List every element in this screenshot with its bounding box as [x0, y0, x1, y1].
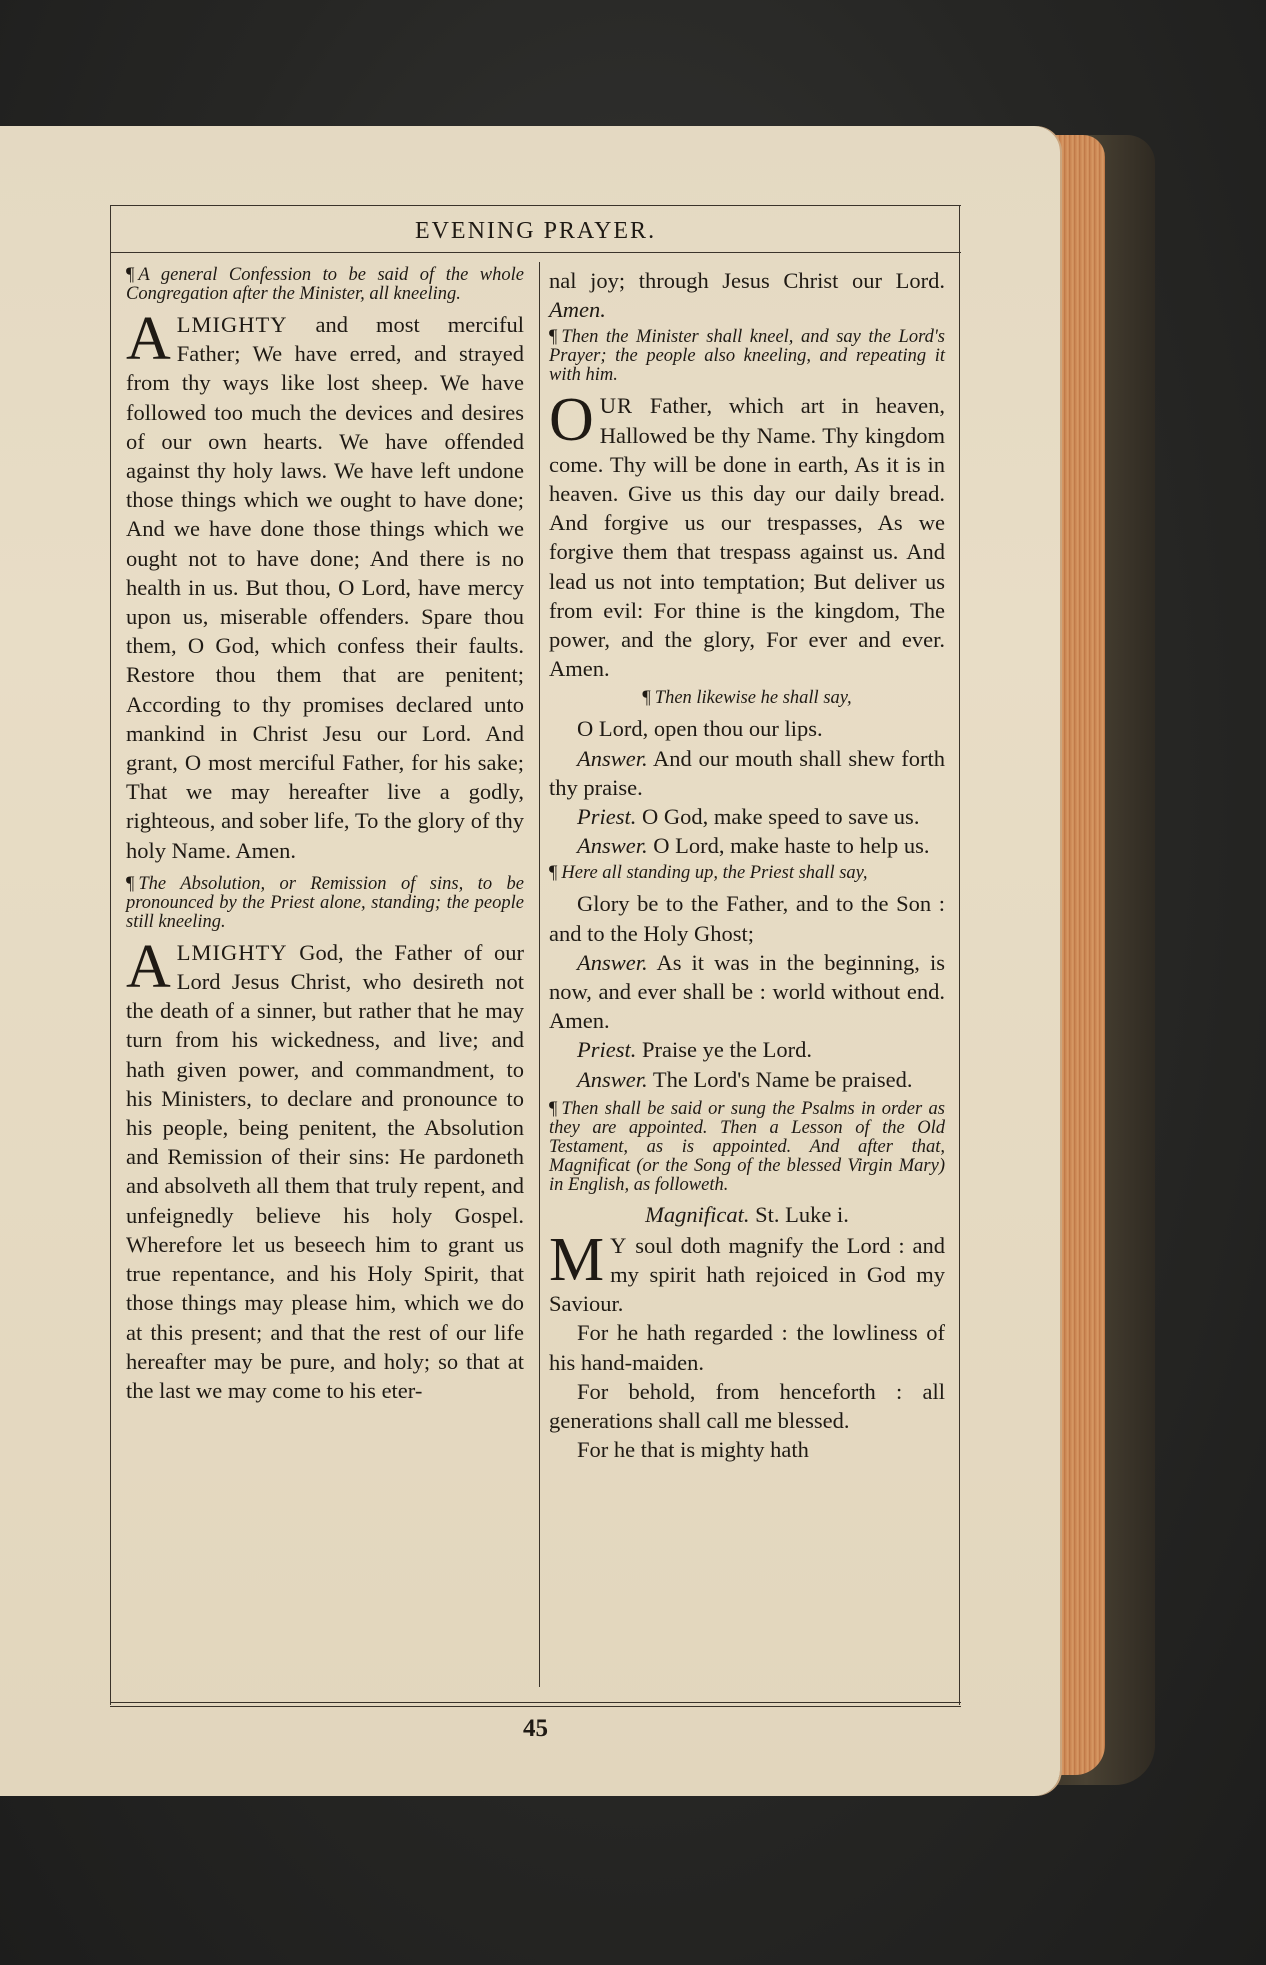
drop-cap: O: [549, 386, 594, 455]
rubric-text: A general Confession to be said of the whole Congregation after the Minister, all kneeling.: [126, 265, 524, 304]
answer-label: Answer.: [577, 745, 648, 771]
drop-cap: A: [126, 932, 171, 1001]
drop-cap: A: [126, 305, 171, 373]
response-4: [549, 1065, 945, 1094]
response-2: [549, 831, 945, 860]
column-divider: [539, 262, 540, 1687]
confession-body: and most merciful Father; We have erred, and strayed from thy ways like lost sheep. We have followed too much the devices and desires of our own hearts. We have offended against thy holy laws. We have left undone those things which we ought to have done; And we have done those things which we ought not to have done; And there is no health in us. But thou, O Lord, have mercy upon us, miserable offenders. Spare thou them, O God, which confess their faults. Restore thou them that are penitent; According to thy promises declared unto mankind in Christ Jesu our Lord. And grant, O most merciful Father, for his sake; That we may hereafter live a godly, righteous, and sober life, To the glory of thy holy Name. Amen.: [126, 312, 524, 863]
amen: Amen.: [549, 297, 606, 323]
magnificat-heading: [549, 1201, 945, 1229]
confession-text: [126, 305, 524, 865]
gloria: Glory be to the Father, and to the Son : and to the Holy Ghost;: [549, 891, 945, 946]
rubric-lords-prayer: [549, 328, 945, 385]
rubric-text: The Absolution, or Remission of sins, to be pronounced by the Priest alone, standing; the people still kneeling.: [126, 873, 524, 932]
rubric-psalms: [549, 1100, 945, 1195]
rubric-absolution: [126, 875, 524, 932]
rubric-confession: [126, 266, 524, 304]
priest-label: Priest.: [577, 1037, 637, 1063]
rubric-text: Then likewise he shall say,: [654, 688, 852, 709]
rubric-text: Here all standing up, the Priest shall say,: [561, 863, 868, 884]
rubric-likewise: [549, 689, 945, 708]
header-rule: [110, 252, 961, 253]
opening-word: UR: [599, 393, 634, 419]
versicle-text: Praise ye the Lord.: [642, 1037, 812, 1063]
pilcrow-icon: ¶: [549, 327, 558, 348]
magnificat-verse-4: For he that is mighty hath: [577, 1437, 809, 1463]
magnificat-title: Magnificat.: [645, 1201, 750, 1227]
drop-cap: M: [549, 1225, 605, 1294]
right-column: [549, 266, 945, 1465]
response-text: O Lord, make haste to help us.: [653, 833, 930, 859]
response-1: [549, 744, 945, 802]
bottom-rule: [110, 1702, 961, 1703]
response-text: And our mouth shall shew forth thy praise.: [549, 745, 945, 800]
verse-text: soul doth magnify the Lord : and my spirit hath rejoiced in God my Saviour.: [549, 1232, 945, 1317]
magnificat-verse-1: [549, 1225, 945, 1319]
response-text: The Lord's Name be praised.: [652, 1066, 913, 1092]
running-head: EVENING PRAYER.: [414, 218, 657, 244]
bottom-rule-inner: [110, 1706, 961, 1707]
versicle-1: O Lord, open thou our lips.: [577, 716, 823, 742]
response-3: [549, 948, 945, 1036]
response-text: As it was in the beginning, is now, and ever shall be : world without end. Amen.: [549, 949, 945, 1034]
versicle-text: O God, make speed to save us.: [642, 804, 920, 830]
answer-label: Answer.: [577, 833, 648, 859]
pilcrow-icon: ¶: [549, 863, 558, 884]
magnificat-verse-2: For he hath regarded : the lowliness of his hand-maiden.: [549, 1320, 945, 1375]
opening-word: LMIGHTY: [176, 939, 288, 965]
lords-prayer-text: [549, 386, 945, 683]
rubric-text: Then shall be said or sung the Psalms in order as they are appointed. Then a Lesson of the Old Testament, as is appointed. And after that, Magnificat (or the Song of the blessed Virgin Mary) in English, as followeth.: [549, 1098, 945, 1195]
opening-word: LMIGHTY: [176, 312, 288, 337]
priest-label: Priest.: [577, 804, 637, 830]
top-rule: [110, 205, 961, 206]
versicle-4: [549, 1035, 945, 1064]
opening-word: Y: [610, 1232, 628, 1258]
absolution-end: [549, 266, 945, 324]
pilcrow-icon: ¶: [549, 1098, 558, 1119]
pilcrow-icon: ¶: [126, 265, 135, 285]
left-column: [126, 266, 524, 1405]
page-number: 45: [523, 1715, 548, 1742]
absolution-text: [126, 932, 524, 1405]
answer-label: Answer.: [577, 1066, 648, 1092]
rubric-standing: [549, 864, 945, 883]
absolution-end-text: nal joy; through Jesus Christ our Lord.: [549, 268, 945, 293]
absolution-body: God, the Father of our Lord Jesus Christ, who desireth not the death of a sinner, but rather that he may turn from his wickedness, and live; and hath given power, and commandment, to his Ministers, to declare and pronounce to his people, being penitent, the Absolution and Remission of their sins: He pardoneth and absolveth all them that truly repent, and unfeignedly believe his holy Gospel. Wherefore let us beseech him to grant us true repentance, and his Holy Spirit, that those things may please him, which we do at this present; and that the rest of our life hereafter may be pure, and holy; so that at the last we may come to his eter-: [126, 939, 524, 1403]
pilcrow-icon: ¶: [126, 873, 135, 894]
versicle-2: [549, 802, 945, 831]
magnificat-reference: St. Luke i.: [755, 1201, 849, 1227]
answer-label: Answer.: [577, 949, 648, 975]
magnificat-verse-3: For behold, from henceforth : all generations shall call me blessed.: [549, 1378, 945, 1434]
pilcrow-icon: ¶: [642, 688, 651, 709]
lords-prayer-body: Father, which art in heaven, Hallowed be thy Name. Thy kingdom come. Thy will be done in earth, As it is in heaven. Give us this day our daily bread. And forgive us our trespasses, As we forgive them that trespass against us. And lead us not into temptation; But deliver us from evil: For thine is the kingdom, The power, and the glory, For ever and ever. Amen.: [549, 393, 945, 682]
rubric-text: Then the Minister shall kneel, and say the Lord's Prayer; the people also kneeling, and repeating it with him.: [549, 327, 945, 386]
